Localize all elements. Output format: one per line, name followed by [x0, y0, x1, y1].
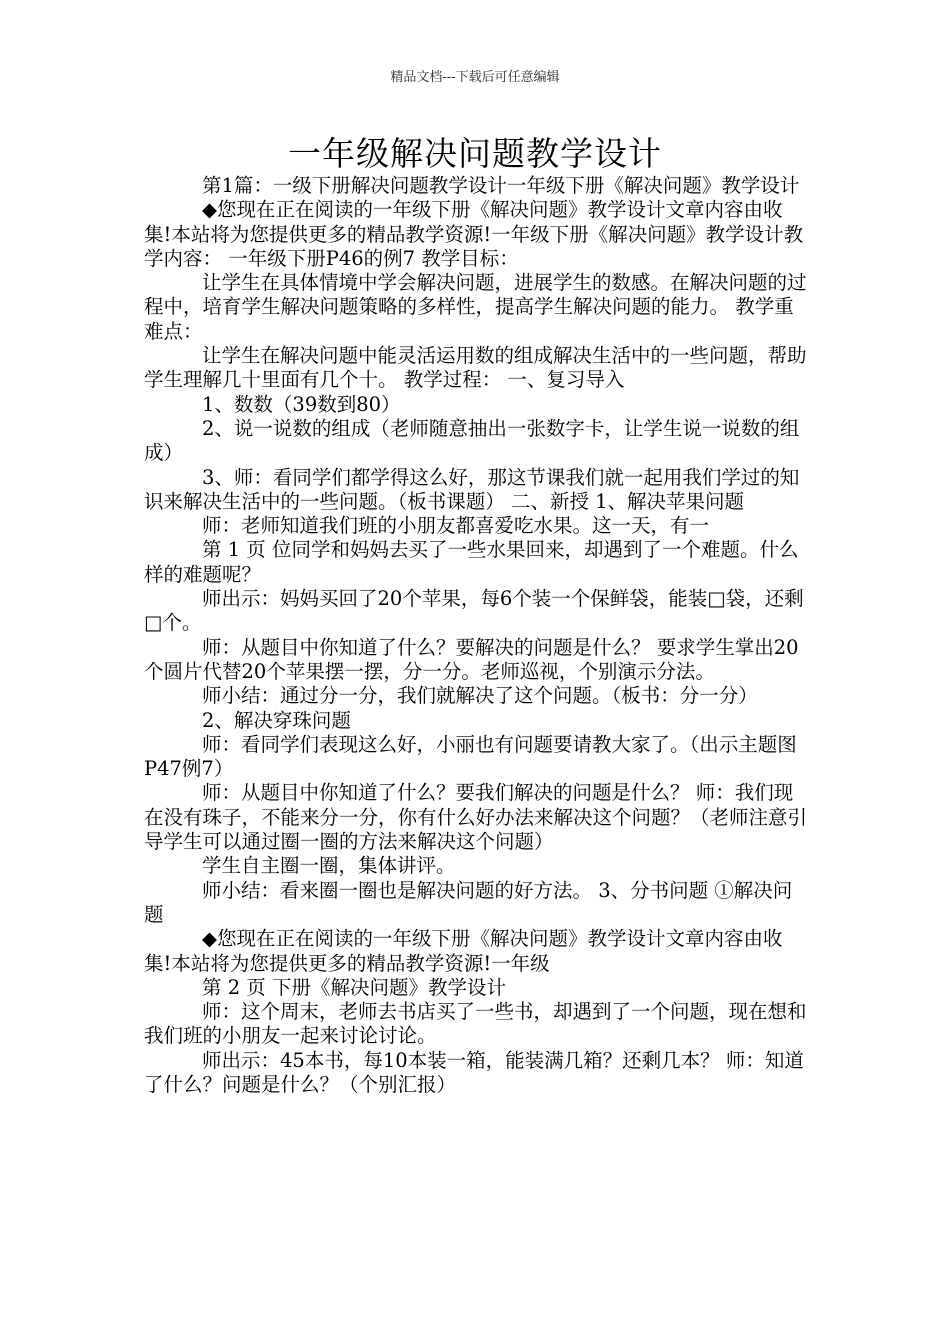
page-header: 精品文档---下载后可任意编辑 [390, 70, 560, 85]
paragraph: 第 2 页 下册《解决问题》教学设计 [202, 975, 507, 999]
paragraph: 1、数数（39数到80） [202, 392, 401, 416]
paragraph: 2、解决穿珠问题 [202, 708, 351, 732]
paragraph: 2、说一说数的组成（老师随意抽出一张数字卡，让学生说一说数的组成） [144, 416, 800, 465]
paragraph: 师小结：通过分一分，我们就解决了这个问题。（板书：分一分） [202, 684, 758, 708]
paragraph: 3、师：看同学们都学得这么好，那这节课我们就一起用我们学过的知识来解决生活中的一些问题。（板书课题） 二、新授 1、解决苹果问题 [144, 465, 800, 513]
paragraph: 让学生在具体情境中学会解决问题，进展学生的数感。在解决问题的过程中，培育学生解决问题策略的多样性，提高学生解决问题的能力。 教学重难点： [144, 271, 807, 343]
paragraph: 师：看同学们表现这么好，小丽也有问题要请教大家了。（出示主题图P47例7） [144, 732, 797, 781]
document-body [144, 174, 809, 1097]
paragraph: 学生自主圈一圈，集体讲评。 [202, 854, 456, 878]
paragraph: 师：从题目中你知道了什么？要解决的问题是什么？ 要求学生掌出20个圆片代替20个苹果摆一摆，分一分。老师巡视，个别演示分法。 [144, 635, 799, 683]
paragraph: 师：老师知道我们班的小朋友都喜爱吃水果。这一天，有一 [202, 514, 710, 538]
paragraph: 第1篇：一级下册解决问题教学设计一年级下册《解决问题》教学设计 [202, 174, 800, 197]
paragraph: 师：这个周末，老师去书店买了一些书，却遇到了一个问题，现在想和我们班的小朋友一起来讨论讨论。 [144, 1000, 807, 1048]
paragraph: 师：从题目中你知道了什么？要我们解决的问题是什么？ 师：我们现在没有珠子，不能来分一分，你有什么好办法来解决这个问题？（老师注意引导学生可以通过圈一圈的方法来解决这个问题） [144, 781, 808, 854]
document-title: 一年级解决问题教学设计 [288, 134, 662, 173]
paragraph: 师出示：妈妈买回了20个苹果，每6个装一个保鲜袋，能装□袋，还剩□个。 [144, 587, 804, 635]
paragraph: 第 1 页 位同学和妈妈去买了一些水果回来，却遇到了一个难题。什么样的难题呢？ [144, 538, 799, 586]
paragraph: ◆您现在正在阅读的一年级下册《解决问题》教学设计文章内容由收集!本站将为您提供更多的精品教学资源!一年级 [144, 927, 783, 975]
paragraph: 师出示：45本书，每10本装一箱，能装满几箱？还剩几本？ 师：知道了什么？问题是什么？（个别汇报） [144, 1048, 804, 1096]
paragraph: 让学生在解决问题中能灵活运用数的组成解决生活中的一些问题，帮助学生理解几十里面有几个十。 教学过程： 一、复习导入 [144, 344, 807, 392]
paragraph: ◆您现在正在阅读的一年级下册《解决问题》教学设计文章内容由收集!本站将为您提供更多的精品教学资源!一年级下册《解决问题》教学设计教学内容： 一年级下册P46的例7 教学目标： [144, 198, 804, 270]
paragraph: 师小结：看来圈一圈也是解决问题的好方法。 3、分书问题 ①解决问题 [144, 878, 793, 926]
